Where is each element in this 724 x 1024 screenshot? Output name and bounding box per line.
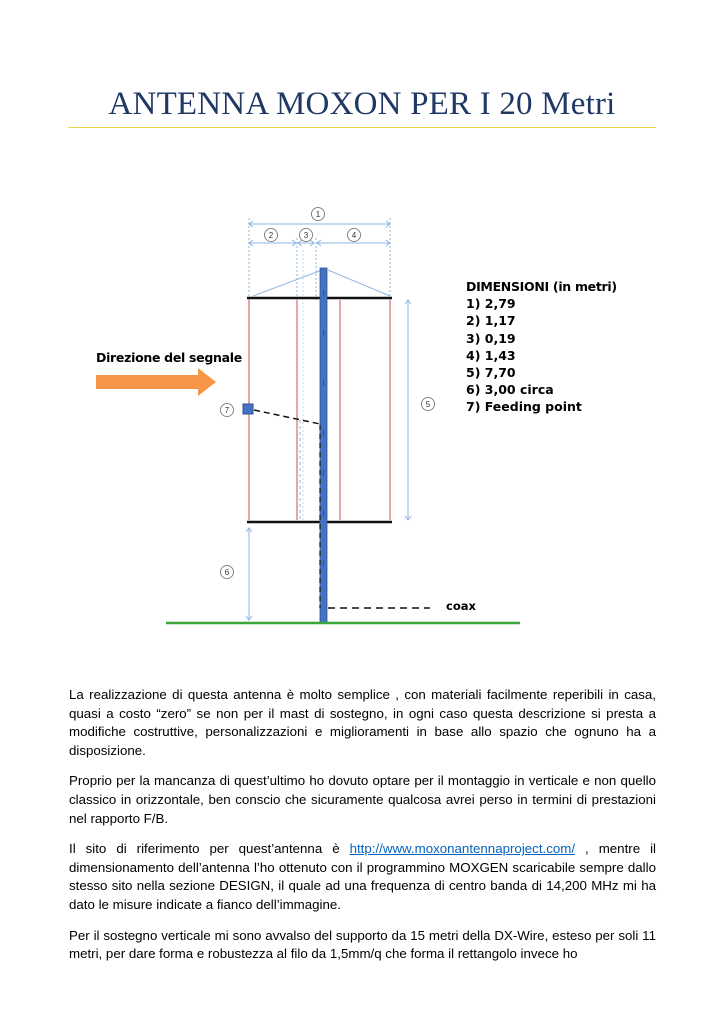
title-underline bbox=[68, 127, 656, 128]
label-circle-2 bbox=[265, 229, 278, 242]
dimension-line-5 bbox=[405, 300, 411, 520]
signal-direction-arrow bbox=[96, 368, 216, 396]
label-7: 7 bbox=[224, 406, 230, 415]
legend-item: 1) 2,79 bbox=[466, 296, 516, 312]
legend-item: 5) 7,70 bbox=[466, 365, 516, 381]
legend-item: 4) 1,43 bbox=[466, 347, 516, 363]
signal-direction-label: Direzione del segnale bbox=[96, 350, 242, 365]
paragraph-3-end: , mentre il dimensionamento dell’antenna l’ho ottenuto con il programmino MOXGEN scaricabile sempre dallo stesso sito nella sezione DESIGN, il quale ad una frequenza di centro banda di 14,200 MHz mi ha dato le misure indicate a fianco dell’immagine. bbox=[69, 841, 656, 912]
paragraph-2: Proprio per la mancanza di quest’ultimo ho dovuto optare per il montaggio in verticale e non quello classico in orizzontale, ben conscio che sicuramente qualcosa avrei perso in termini di prestazioni nel rapporto F/B. bbox=[69, 773, 656, 826]
legend-title: DIMENSIONI (in metri) bbox=[466, 279, 617, 294]
paragraph-3-start: Il sito di riferimento per quest’antenna è bbox=[69, 841, 350, 857]
moxon-rectangle bbox=[249, 300, 390, 520]
label-3: 3 bbox=[303, 231, 309, 240]
moxon-project-link[interactable]: http://www.moxonantennaproject.com/ bbox=[349, 841, 576, 857]
legend-item: 7) Feeding point bbox=[466, 399, 582, 415]
feedline-dashed bbox=[254, 410, 320, 424]
dimension-line-6 bbox=[246, 528, 252, 620]
paragraph-3 bbox=[69, 840, 656, 914]
label-circle-4 bbox=[348, 229, 361, 242]
paragraph-1: La realizzazione di questa antenna è molto semplice , con materiali facilmente reperibili in casa, quasi a costo “zero” se non per il mast di sostegno, in ogni caso questa descrizione si presta a modifiche costruttive, personalizzazioni e miglioramenti in base allo spazio che ognuno ha a disposizione. bbox=[69, 687, 656, 758]
label-circle-7 bbox=[221, 404, 234, 417]
legend-item: 3) 0,19 bbox=[466, 330, 516, 346]
label-circle-3 bbox=[300, 229, 313, 242]
label-5: 5 bbox=[425, 400, 431, 409]
paragraph-4: Per il sostegno verticale mi sono avvalso del supporto da 15 metri della DX-Wire, esteso per soli 11 metri, per dare forma e robustezza al filo da 1,5mm/q che forma il rettangolo invece ho bbox=[69, 927, 656, 962]
dimensions-legend bbox=[466, 278, 617, 416]
label-circle-5 bbox=[422, 398, 435, 411]
legend-item: 6) 3,00 circa bbox=[466, 382, 554, 398]
page-title: ANTENNA MOXON PER I 20 Metri bbox=[108, 86, 616, 122]
coax-label: coax bbox=[446, 599, 476, 613]
label-circle-1 bbox=[312, 208, 325, 221]
mast bbox=[320, 268, 327, 623]
label-6: 6 bbox=[224, 568, 230, 577]
label-1: 1 bbox=[315, 210, 321, 219]
dimension-line-2-3-4 bbox=[249, 238, 390, 520]
legend-item: 2) 1,17 bbox=[466, 313, 516, 329]
feeding-point-marker bbox=[243, 404, 253, 414]
body-text bbox=[69, 686, 656, 976]
label-4: 4 bbox=[351, 231, 357, 240]
label-circle-6 bbox=[221, 566, 234, 579]
label-2: 2 bbox=[268, 231, 274, 240]
